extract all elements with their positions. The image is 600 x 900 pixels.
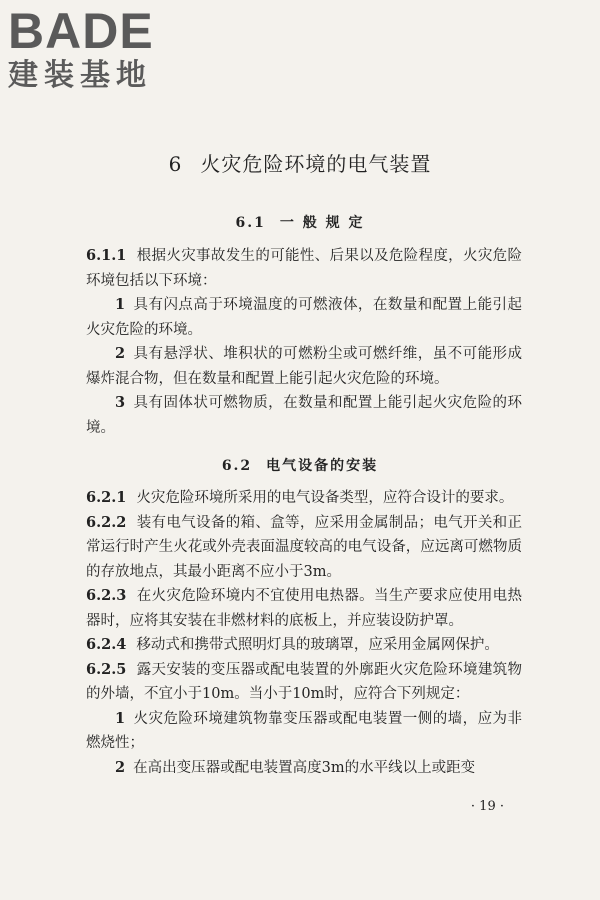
chapter-title-text: 火灾危险环境的电气装置 — [200, 152, 432, 176]
list-item — [86, 707, 522, 756]
brand-logo — [8, 3, 178, 94]
item-number: 3 — [115, 394, 126, 411]
list-item — [86, 756, 522, 781]
item-text: 火灾危险环境建筑物靠变压器或配电装置一侧的墙，应为非燃烧性； — [86, 710, 522, 751]
item-number: 2 — [115, 345, 126, 362]
logo-brand-text: BADE — [8, 3, 154, 59]
clause — [86, 511, 522, 585]
clause — [86, 658, 522, 707]
page-number: · 19 · — [470, 799, 504, 814]
section-body — [86, 486, 522, 780]
clause-number: 6.2.5 — [86, 660, 127, 678]
item-text: 在高出变压器或配电装置高度3m的水平线以上或距变 — [133, 759, 476, 776]
chapter-title — [0, 148, 600, 177]
logo-subtitle: 建装基地 — [8, 58, 152, 93]
clause-text: 装有电气设备的箱、盒等，应采用金属制品；电气开关和正常运行时产生火花或外壳表面温度较高的电气设备，应远离可燃物质的存放地点，其最小距离不应小于3m。 — [86, 514, 522, 580]
clause-text: 根据火灾事故发生的可能性、后果以及危险程度，火灾危险环境包括以下环境： — [86, 248, 522, 289]
section-number: 6.1 — [235, 215, 266, 231]
clause-text: 在火灾危险环境内不宜使用电热器。当生产要求应使用电热器时，应将其安装在非燃材料的底板上，并应装设防护罩。 — [86, 588, 522, 629]
list-item — [86, 391, 522, 440]
item-number: 1 — [115, 709, 126, 727]
clause-text: 移动式和携带式照明灯具的玻璃罩，应采用金属网保护。 — [136, 637, 499, 653]
clause-number: 6.2.2 — [86, 513, 127, 531]
item-number: 1 — [115, 296, 126, 313]
section-title — [0, 455, 600, 475]
section-title — [0, 212, 600, 232]
item-text: 具有闪点高于环境温度的可燃液体，在数量和配置上能引起火灾危险的环境。 — [86, 297, 522, 338]
clause-number: 6.2.1 — [86, 489, 127, 506]
item-text: 具有悬浮状、堆积状的可燃粉尘或可燃纤维，虽不可能形成爆炸混合物，但在数量和配置上能引起火灾危险的环境。 — [86, 346, 522, 387]
list-item — [86, 342, 522, 391]
clause-number: 6.2.4 — [86, 636, 127, 653]
clause-text: 火灾危险环境所采用的电气设备类型，应符合设计的要求。 — [136, 490, 514, 506]
item-text: 具有固体状可燃物质，在数量和配置上能引起火灾危险的环境。 — [86, 395, 522, 436]
chapter-number: 6 — [168, 152, 183, 176]
section-body — [86, 244, 522, 440]
clause-text: 露天安装的变压器或配电装置的外廓距火灾危险环境建筑物的外墙，不宜小于10m。当小于10m时，应符合下列规定： — [86, 661, 522, 702]
list-item — [86, 293, 522, 342]
clause-number: 6.1.1 — [86, 247, 127, 264]
clause-number: 6.2.3 — [86, 587, 127, 604]
clause — [86, 486, 522, 511]
section-title-text: 电气设备的安装 — [266, 458, 379, 474]
item-number: 2 — [115, 758, 126, 776]
clause — [86, 633, 522, 658]
clause — [86, 244, 522, 293]
clause — [86, 584, 522, 633]
section-title-text: 一 般 规 定 — [279, 215, 365, 231]
section-number: 6.2 — [221, 458, 253, 474]
